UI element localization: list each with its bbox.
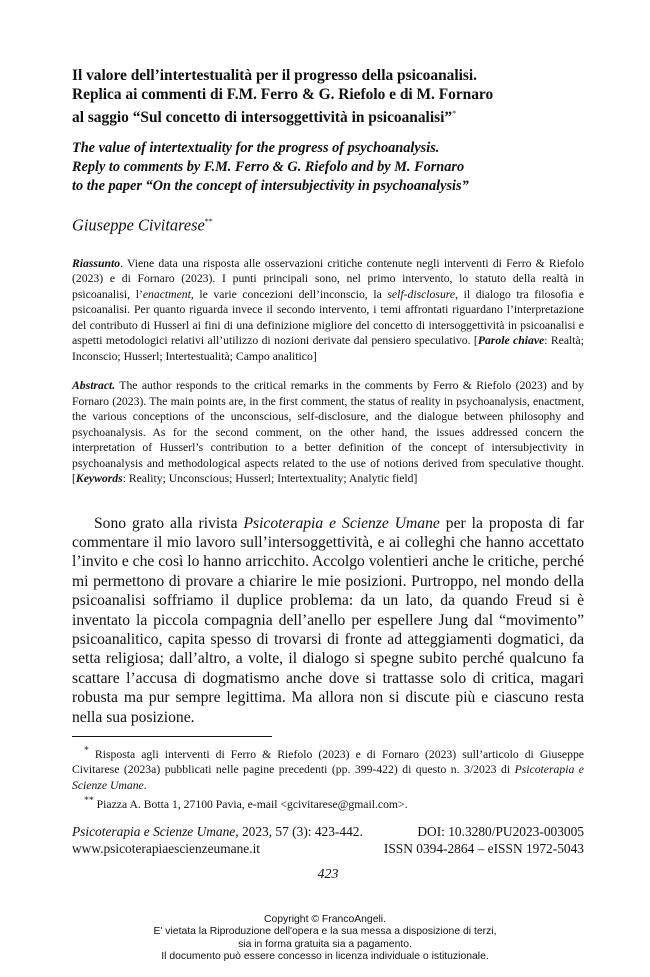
journal-website: www.psicoterapiaescienzeumane.it xyxy=(72,840,261,856)
riassunto-term-enactment: enactment xyxy=(142,287,191,301)
english-title-line-1: The value of intertextuality for the progress of psychoanalysis. xyxy=(72,140,440,157)
issn: ISSN 0394-2864 – eISSN 1972-5043 xyxy=(383,840,584,856)
journal-citation xyxy=(72,823,363,840)
body-text-1: Sono grato alla rivista xyxy=(94,514,244,532)
copyright-notice xyxy=(0,914,650,964)
abstract-paragraph xyxy=(72,378,584,487)
footnote-1 xyxy=(72,743,584,793)
title-footnote-mark: * xyxy=(452,109,457,118)
footnote-divider xyxy=(72,736,272,737)
journal-info-row-1 xyxy=(72,823,584,840)
footnote-2-mark: ** xyxy=(84,795,94,807)
footnote-1-mark: * xyxy=(84,745,89,757)
body-paragraph xyxy=(72,514,584,727)
article-page xyxy=(72,66,584,883)
copyright-line-1: Copyright © FrancoAngeli. xyxy=(263,914,386,925)
riassunto-label: Riassunto xyxy=(72,256,121,270)
riassunto-term-self-disclosure: self-disclosure xyxy=(387,287,456,301)
author-name xyxy=(72,212,584,235)
abstract-text: The author responds to the critical remarks in the comments by Ferro & Riefolo (2023) and by Fornaro (2023). The main points are, in the first comment, the status of reality in psychoanalysis, enactment, the various conceptions of the unconscious, self-disclosure, and the dialogue between philosophy and psychoanalysis. As for the second comment, on the other hand, the issues addressed concern the interpretation of Husserl’s contribution to a better definition of the concept of intersubjectivity in psychoanalysis and methodological aspects related to the use of notions derived from speculative thought. [ xyxy=(72,379,584,486)
riassunto-paragraph xyxy=(72,256,584,365)
footnote-1-end: . xyxy=(143,778,147,792)
author-footnote-mark: ** xyxy=(204,217,213,227)
journal-info-row-2 xyxy=(72,840,584,857)
english-title xyxy=(72,139,584,196)
body-text-2: per la proposta di far commentare il mio lavoro sull’intersoggettività, e ai colleghi che hanno accettato l’invito e che così lo hanno arricchito. Accolgo volentieri anche le critiche, perché mi permettono di provare a chiarire le mie posizioni. Purtroppo, nel mondo della psicoanalisi soffriamo il duplice problema: da un lato, da quando Freud si è inventato la piccola compagnia dell’anello per espellere Jung dal “movimento” psicoanalitico, capita spesso di trovarsi di fronte ad atteggiamenti dogmatici, da setta religiosa; dall’altro, a volte, il dialogo si spegne subito perché qualcuno fa scattare l’accusa di dogmatismo anche dove si trattasse solo di critica, magari robusta ma pur sempre legittima. Ma allora non si discute più e ciascuno resta nella sua posizione. xyxy=(72,514,585,726)
riassunto-text-2: , le varie concezioni dell’inconscio, la xyxy=(190,287,388,301)
journal-issue: , 2023, 57 (3): 423-442. xyxy=(235,823,363,839)
author-name-text: Giuseppe Civitarese xyxy=(72,215,205,235)
copyright-line-4: Il documento può essere concesso in licenza individuale o istituzionale. xyxy=(161,951,489,963)
english-title-line-3: to the paper “On the concept of intersubjectivity in psychoanalysis” xyxy=(72,178,469,195)
journal-name-inline: Psicoterapia e Scienze Umane xyxy=(243,514,440,532)
copyright-line-3: sia in forma gratuita sia a pagamento. xyxy=(238,938,412,950)
riassunto-text-3: , il dialogo tra filosofia e psicoanalisi. Per quanto riguarda invece il secondo intervento, i temi affrontati riguardano l’interpretazione del contributo di Husserl ai fini di una definizione migliore del concetto di intersoggettività in psicoanalisi e aspetti metodologici relativi all’utilizzo di nozioni derivate dal pensiero speculativo. [ xyxy=(72,287,585,348)
journal-name: Psicoterapia e Scienze Umane xyxy=(72,823,236,839)
footnote-2-text: Piazza A. Botta 1, 27100 Pavia, e-mail <gcivitarese@gmail.com>. xyxy=(93,798,408,812)
riassunto-text-1: . Viene data una risposta alle osservazioni critiche contenute negli interventi di Ferro & Riefolo (2023) e di Fornaro (2023). I punti principali sono, nel primo intervento, lo statuto della realtà in psicoanalisi, l’ xyxy=(72,256,584,301)
doi: DOI: 10.3280/PU2023-003005 xyxy=(417,823,584,839)
italian-title-line-3: al saggio “Sul concetto di intersoggettività in psicoanalisi” xyxy=(72,109,453,127)
abstract-label: Abstract. xyxy=(72,379,116,393)
parole-chiave-text: : Realtà; Inconscio; Husserl; Intertestualità; Campo analitico] xyxy=(72,334,584,363)
keywords-text: : Reality; Unconscious; Husserl; Intertextuality; Analytic field] xyxy=(122,472,418,486)
footnote-1-journal: Psicoterapia e Scienze Umane xyxy=(72,763,584,792)
keywords-label: Keywords xyxy=(75,472,123,486)
page-number: 423 xyxy=(317,866,339,882)
parole-chiave-label: Parole chiave xyxy=(477,334,545,348)
footnote-2 xyxy=(72,793,584,812)
footnote-1-text: Risposta agli interventi di Ferro & Riefolo (2023) e di Fornaro (2023) sull’articolo di Giuseppe Civitarese (2023a) pubblicati nelle pagine precedenti (pp. 399-422) di questo n. 3/2023 di xyxy=(72,747,584,777)
italian-title-line-2: Replica ai commenti di F.M. Ferro & G. Riefolo e di M. Fornaro xyxy=(72,86,494,103)
english-title-line-2: Reply to comments by F.M. Ferro & G. Riefolo and by M. Fornaro xyxy=(72,159,465,176)
copyright-line-2: E' vietata la Riproduzione dell'opera e la sua messa a disposizione di terzi, xyxy=(153,926,497,938)
journal-info xyxy=(72,823,584,857)
italian-title xyxy=(72,66,584,127)
italian-title-line-1: Il valore dell’intertestualità per il progresso della psicoanalisi. xyxy=(72,67,477,84)
